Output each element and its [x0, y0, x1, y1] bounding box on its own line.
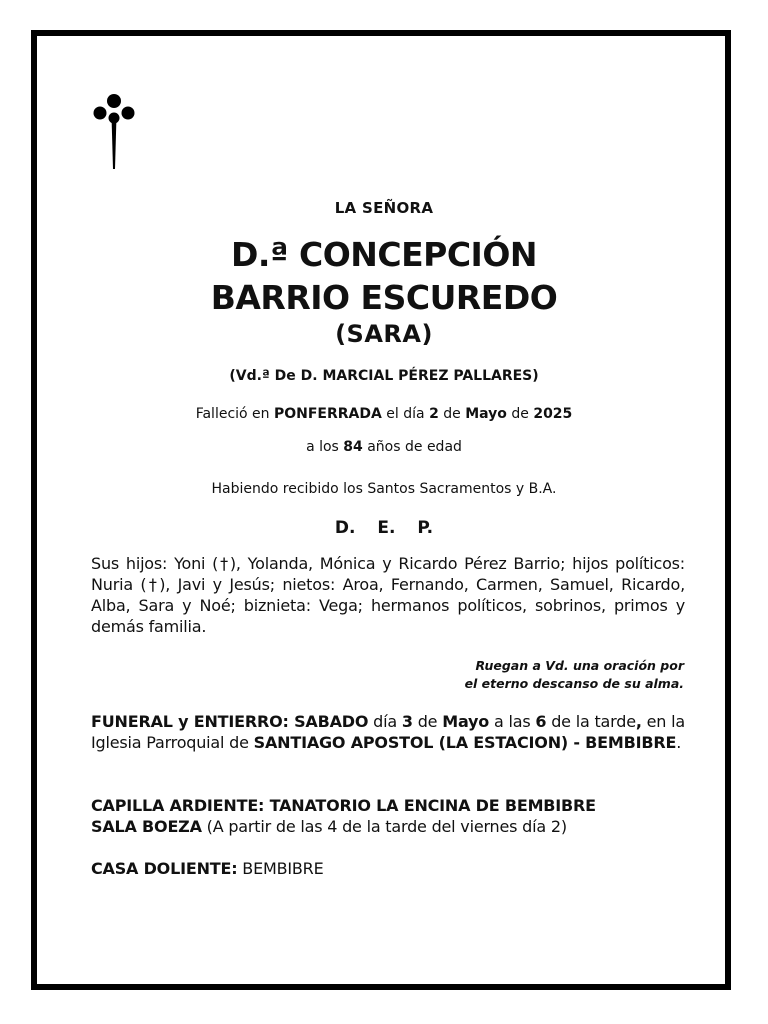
chapel-info: CAPILLA ARDIENTE: TANATORIO LA ENCINA DE BEMBIBRE SALA BOEZA (A partir de las 4 de la tarde del viernes día 2) [91, 796, 596, 836]
mourning-border [31, 30, 731, 990]
death-place: PONFERRADA [273, 406, 382, 422]
deceased-name-line1: D.ª CONCEPCIÓN [230, 235, 538, 274]
funeral-info: FUNERAL y ENTIERRO: SABADO día 3 de Mayo a las 6 de la tarde, en la Iglesia Parroquial de SANTIAGO APOSTOL (LA ESTACION) - BEMBIBRE. [91, 712, 685, 752]
death-month: Mayo [465, 406, 507, 422]
mourning-house: CASA DOLIENTE: BEMBIBRE [91, 859, 324, 878]
family-list: Sus hijos: Yoni (†), Yolanda, Mónica y Ricardo Pérez Barrio; hijos políticos: Nuria (†), Javi y Jesús; nietos: Aroa, Fernando, Carmen, Samuel, Ricardo, Alba, Sara y Noé; biznieta: Vega; hermanos políticos, sobrinos, primos y demás familia. [91, 554, 685, 636]
death-day: 2 [429, 406, 439, 422]
age-info: a los 84 años de edad [306, 439, 462, 455]
death-year: 2025 [533, 406, 573, 422]
intro-heading: LA SEÑORA [334, 199, 434, 217]
deceased-nickname: (SARA) [335, 320, 433, 348]
prayer-request: Ruegan a Vd. una oración por el eterno descanso de su alma. [464, 658, 684, 691]
sacraments-text: Habiendo recibido los Santos Sacramentos y B.A. [211, 481, 557, 497]
church-name: SANTIAGO APOSTOL (LA ESTACION) - BEMBIBRE [253, 733, 677, 752]
age-years: 84 [343, 439, 363, 455]
death-info: Falleció en PONFERRADA el día 2 de Mayo de 2025 [195, 406, 573, 422]
cross-icon [92, 92, 136, 170]
room-name: SALA BOEZA [91, 817, 202, 836]
widow-of: (Vd.ª De D. MARCIAL PÉREZ PALLARES) [229, 368, 539, 384]
deceased-name-line2: BARRIO ESCUREDO [210, 278, 558, 317]
dep-text: D. E. P. [334, 518, 434, 538]
